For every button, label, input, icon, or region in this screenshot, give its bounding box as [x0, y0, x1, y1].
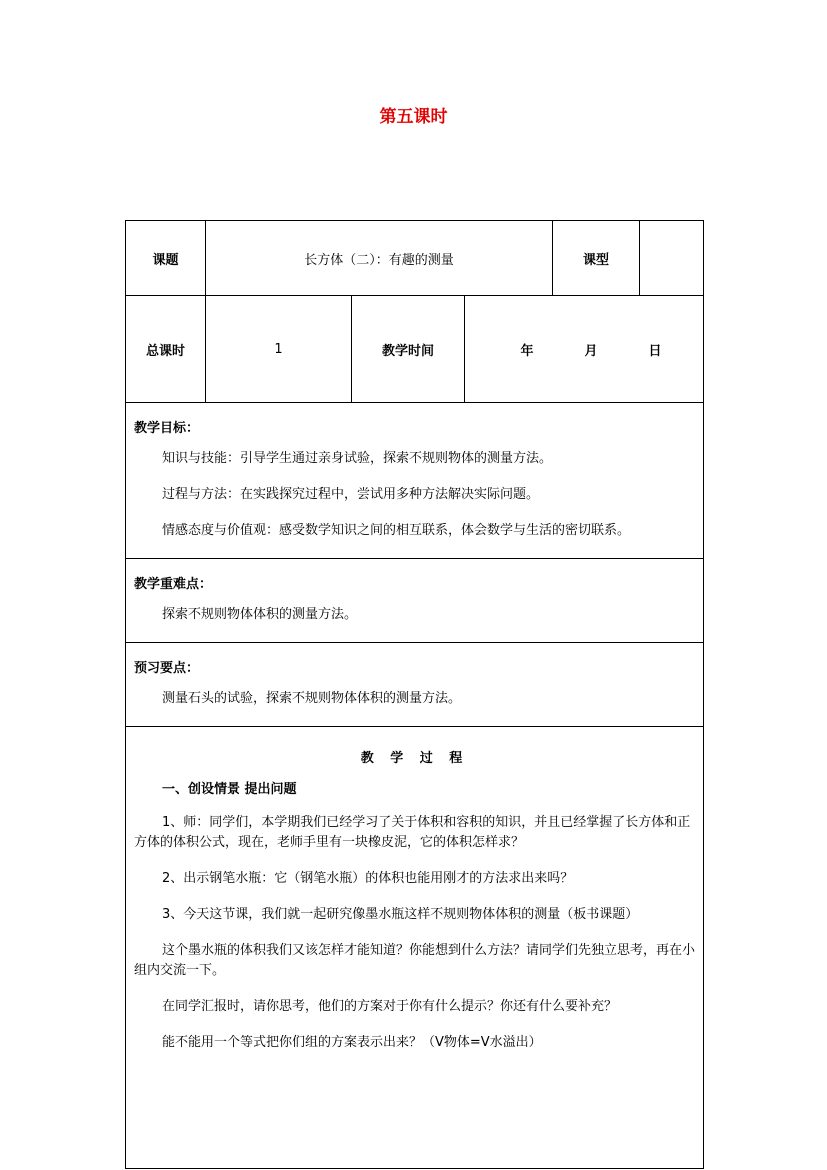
- process-row: [126, 727, 704, 1169]
- process-paragraph: 3、今天这节课，我们就一起研究像墨水瓶这样不规则物体体积的测量（板书课题）: [162, 907, 639, 922]
- preview-section: [126, 643, 704, 727]
- topic-value: 长方体（二）：有趣的测量: [206, 221, 553, 296]
- teaching-time-label: 教学时间: [352, 296, 465, 403]
- objective-item: 知识与技能：引导学生通过亲身试验，探索不规则物体的测量方法。: [162, 451, 553, 466]
- process-paragraph: 1、师：同学们，本学期我们已经学习了关于体积和容积的知识，并且已经掌握了长方体和正方体的体积公式，现在，老师手里有一块橡皮泥，它的体积怎样求？: [134, 815, 691, 850]
- key-points-heading: 教学重难点：: [134, 577, 213, 592]
- total-hours-label: 总课时: [126, 296, 206, 403]
- process-paragraph: 能不能用一个等式把你们组的方案表示出来？（V物体=V水溢出）: [162, 1035, 542, 1050]
- lesson-plan-table: [125, 220, 704, 1169]
- page-title: 第五课时: [379, 107, 448, 127]
- type-label: 课型: [553, 221, 640, 296]
- objectives-row: [126, 403, 704, 559]
- process-paragraph: 在同学汇报时，请你思考，他们的方案对于你有什么提示？你还有什么要补充？: [162, 999, 618, 1014]
- key-points-text: 探索不规则物体体积的测量方法。: [162, 607, 358, 622]
- process-section: [126, 727, 704, 1169]
- objectives-section: [126, 403, 704, 559]
- hours-row: [126, 296, 704, 403]
- teaching-time-value: [465, 296, 704, 403]
- process-paragraph: 这个墨水瓶的体积我们又该怎样才能知道？你能想到什么方法？请同学们先独立思考，再在小组内交流一下。: [134, 943, 696, 978]
- objective-item: 过程与方法：在实践探究过程中，尝试用多种方法解决实际问题。: [162, 487, 540, 502]
- process-heading: 教 学 过 程: [360, 751, 469, 766]
- preview-row: [126, 643, 704, 727]
- day-label: 日: [648, 343, 662, 359]
- topic-row: [126, 221, 704, 296]
- topic-label: 课题: [126, 221, 206, 296]
- total-hours-value: 1: [206, 296, 352, 403]
- process-paragraph: 2、出示钢笔水瓶：它（钢笔水瓶）的体积也能用刚才的方法求出来吗？: [162, 871, 574, 886]
- key-points-row: [126, 559, 704, 643]
- year-label: 年: [520, 343, 534, 359]
- objectives-heading: 教学目标：: [134, 421, 200, 436]
- objective-item: 情感态度与价值观：感受数学知识之间的相互联系，体会数学与生活的密切联系。: [162, 523, 631, 538]
- section-heading: 一、创设情景 提出问题: [162, 782, 297, 797]
- month-label: 月: [584, 343, 598, 359]
- type-value: [640, 221, 704, 296]
- preview-text: 测量石头的试验，探索不规则物体体积的测量方法。: [162, 691, 462, 706]
- preview-heading: 预习要点：: [134, 661, 200, 676]
- key-points-section: [126, 559, 704, 643]
